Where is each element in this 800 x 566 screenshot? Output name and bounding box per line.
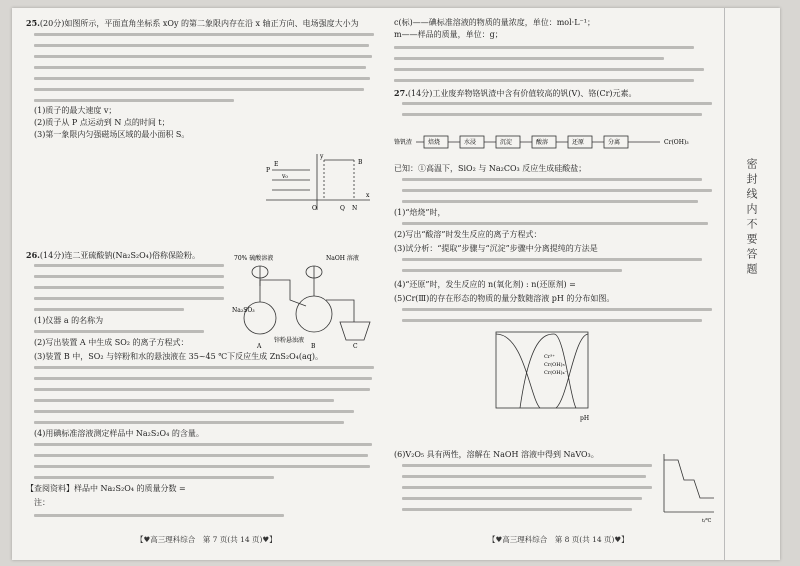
- thermogravimetric-plot: [656, 450, 716, 526]
- question-25-part-2: (2)质子从 P 点运动到 N 点的时间 t；: [34, 118, 170, 127]
- page-footer: 【♥高三理科综合 第 8 页(共 14 页)♥】: [488, 535, 629, 544]
- text-line: [402, 189, 712, 192]
- text-line: [34, 377, 372, 380]
- text-line: [34, 465, 370, 468]
- text-line: [34, 366, 374, 369]
- reference-formula: 【查阅资料】样品中 Na₂S₂O₄ 的质量分数 =: [26, 484, 186, 493]
- legend-croh3: Cr(OH)₃: [544, 362, 565, 368]
- question-27-given: 已知：①高温下，SiO₂ 与 Na₂CO₃ 反应生成硅酸盐；: [394, 164, 587, 173]
- field-diagram: [262, 152, 372, 214]
- question-27-part-3: (3)试分析：“提取”步骤与“沉淀”步骤中分离提纯的方法是: [394, 244, 598, 253]
- text-line: [402, 486, 652, 489]
- text-line: [34, 88, 364, 91]
- figure-label: 70% 硫酸溶液: [234, 255, 274, 262]
- text-line: [394, 79, 694, 82]
- text-line: [394, 46, 694, 49]
- figure-label: NaOH 溶液: [326, 255, 359, 262]
- text-line: [34, 275, 224, 278]
- question-27-part-4: (4)“还原”时，发生反应的 n(氧化剂) : n(还原剂) =: [394, 280, 576, 289]
- question-27-part-2: (2)写出“酸溶”时发生反应的离子方程式：: [394, 230, 542, 239]
- page-footer: 【♥高三理科综合 第 7 页(共 14 页)♥】: [136, 535, 277, 544]
- question-27-part-5: (5)Cr(Ⅲ)的存在形态的物质的量分数随溶液 pH 的分布如图。: [394, 294, 615, 303]
- flask-b: [296, 296, 332, 332]
- text-line: [402, 464, 652, 467]
- question-27-part-6: (6)V₂O₅ 具有两性，溶解在 NaOH 溶液中得到 NaVO₃。: [394, 450, 599, 459]
- text-line: [402, 497, 642, 500]
- text-line: [402, 475, 646, 478]
- text-line: [402, 102, 712, 105]
- figure-label: B: [358, 159, 363, 166]
- flow-step-4: 酸溶: [536, 139, 549, 146]
- text-line: [34, 297, 224, 300]
- figure-label: Na₂SO₃: [232, 307, 255, 314]
- question-26-header: 26.(14分)连二亚硫酸钠(Na₂S₂O₄)俗称保险粉。: [26, 250, 201, 260]
- text-line: [34, 66, 366, 69]
- exam-sheet: [12, 8, 780, 560]
- question-25-part-3: (3)第一象限内匀强磁场区域的最小面积 S。: [34, 130, 190, 139]
- text-line: [34, 410, 354, 413]
- question-25-part-1: (1)质子的最大速度 v；: [34, 106, 117, 115]
- text-line: [402, 308, 712, 311]
- question-27-header: 27.(14分)工业废弃物铬钒渣中含有价值较高的钒(V)、铬(Cr)元素。: [394, 88, 637, 98]
- figure-label: B: [311, 343, 316, 350]
- question-26-part-2: (2)写出装置 A 中生成 SO₂ 的离子方程式：: [34, 338, 189, 347]
- page-8: [394, 18, 716, 546]
- figure-label: y: [320, 153, 324, 160]
- text-line: [402, 319, 702, 322]
- figure-label: C: [353, 343, 358, 350]
- text-line: [34, 264, 224, 267]
- text-line: [34, 388, 370, 391]
- x-axis-label: pH: [580, 415, 590, 422]
- text-line: [34, 44, 369, 47]
- flow-step-2: 水浸: [464, 139, 477, 146]
- seal-line-sidebar: [724, 8, 780, 560]
- text-line: [402, 258, 702, 261]
- definition-c: c(标)——碘标准溶液的物质的量浓度，单位：mol·L⁻¹；: [394, 18, 595, 27]
- text-line: [34, 286, 224, 289]
- text-line: [394, 68, 704, 71]
- figure-label: x: [366, 192, 370, 199]
- text-line: [402, 508, 632, 511]
- text-line: [402, 222, 708, 225]
- question-26-part-4: (4)用碘标准溶液测定样品中 Na₂S₂O₄ 的含量。: [34, 429, 204, 438]
- text-line: [394, 57, 664, 60]
- text-line: [34, 454, 368, 457]
- flow-step-3: 沉淀: [500, 139, 513, 146]
- flow-step-6: 分离: [608, 139, 621, 146]
- legend-croh4: Cr(OH)₄⁻: [544, 370, 568, 376]
- text-line: [34, 99, 234, 102]
- figure-label: 锌粉悬浊液: [274, 337, 305, 344]
- figure-label: P: [266, 167, 271, 174]
- text-line: [402, 269, 622, 272]
- text-line: [34, 55, 372, 58]
- text-line: [34, 476, 274, 479]
- text-line: [34, 399, 334, 402]
- question-26-part-3: (3)装置 B 中，SO₂ 与锌粉和水的悬浊液在 35~45 ℃下反应生成 ZnS₂O₄(aq)。: [34, 352, 324, 361]
- series-cr3plus: [496, 334, 540, 408]
- figure-label: Q: [340, 205, 345, 212]
- text-line: [34, 308, 184, 311]
- figure-label: A: [257, 343, 262, 350]
- figure-label: N: [352, 205, 358, 212]
- legend-cr3plus: Cr³⁺: [544, 354, 555, 360]
- text-line: [402, 178, 702, 181]
- text-line: [34, 33, 374, 36]
- text-line: [34, 421, 344, 424]
- flow-step-7: Cr(OH)₃: [664, 139, 689, 146]
- figure-label: O: [312, 205, 317, 212]
- text-line: [402, 200, 698, 203]
- question-26-part-1: (1)仪器 a 的名称为: [34, 316, 104, 325]
- beaker-c: [340, 322, 370, 340]
- text-line: [34, 514, 284, 517]
- figure-label: v₀: [282, 173, 288, 180]
- x-axis-label: t/℃: [702, 518, 712, 524]
- question-25-header: 25.(20分)如图所示，平面直角坐标系 xOy 的第二象限内存在沿 x 轴正方向、电场强度大小为: [26, 18, 359, 28]
- flow-step-5: 还原: [572, 139, 585, 146]
- flow-step-1: 焙烧: [428, 139, 441, 146]
- text-line: [34, 77, 370, 80]
- text-line: [34, 330, 204, 333]
- mass-curve: [664, 460, 714, 498]
- apparatus-diagram: [230, 252, 380, 352]
- seal-line-notice: 密封线内不要答题: [745, 158, 758, 278]
- note-label: 注：: [34, 498, 50, 507]
- flow-step-0: 铬钒渣: [394, 139, 413, 146]
- text-line: [34, 443, 372, 446]
- definition-m: m——样品的质量，单位：g；: [394, 30, 503, 39]
- process-flow-diagram: [394, 122, 714, 158]
- text-line: [402, 113, 702, 116]
- page-7: [26, 18, 384, 546]
- question-27-part-1: (1)“焙烧”时，: [394, 208, 446, 217]
- figure-label: E: [274, 161, 279, 168]
- distribution-plot: [484, 328, 594, 424]
